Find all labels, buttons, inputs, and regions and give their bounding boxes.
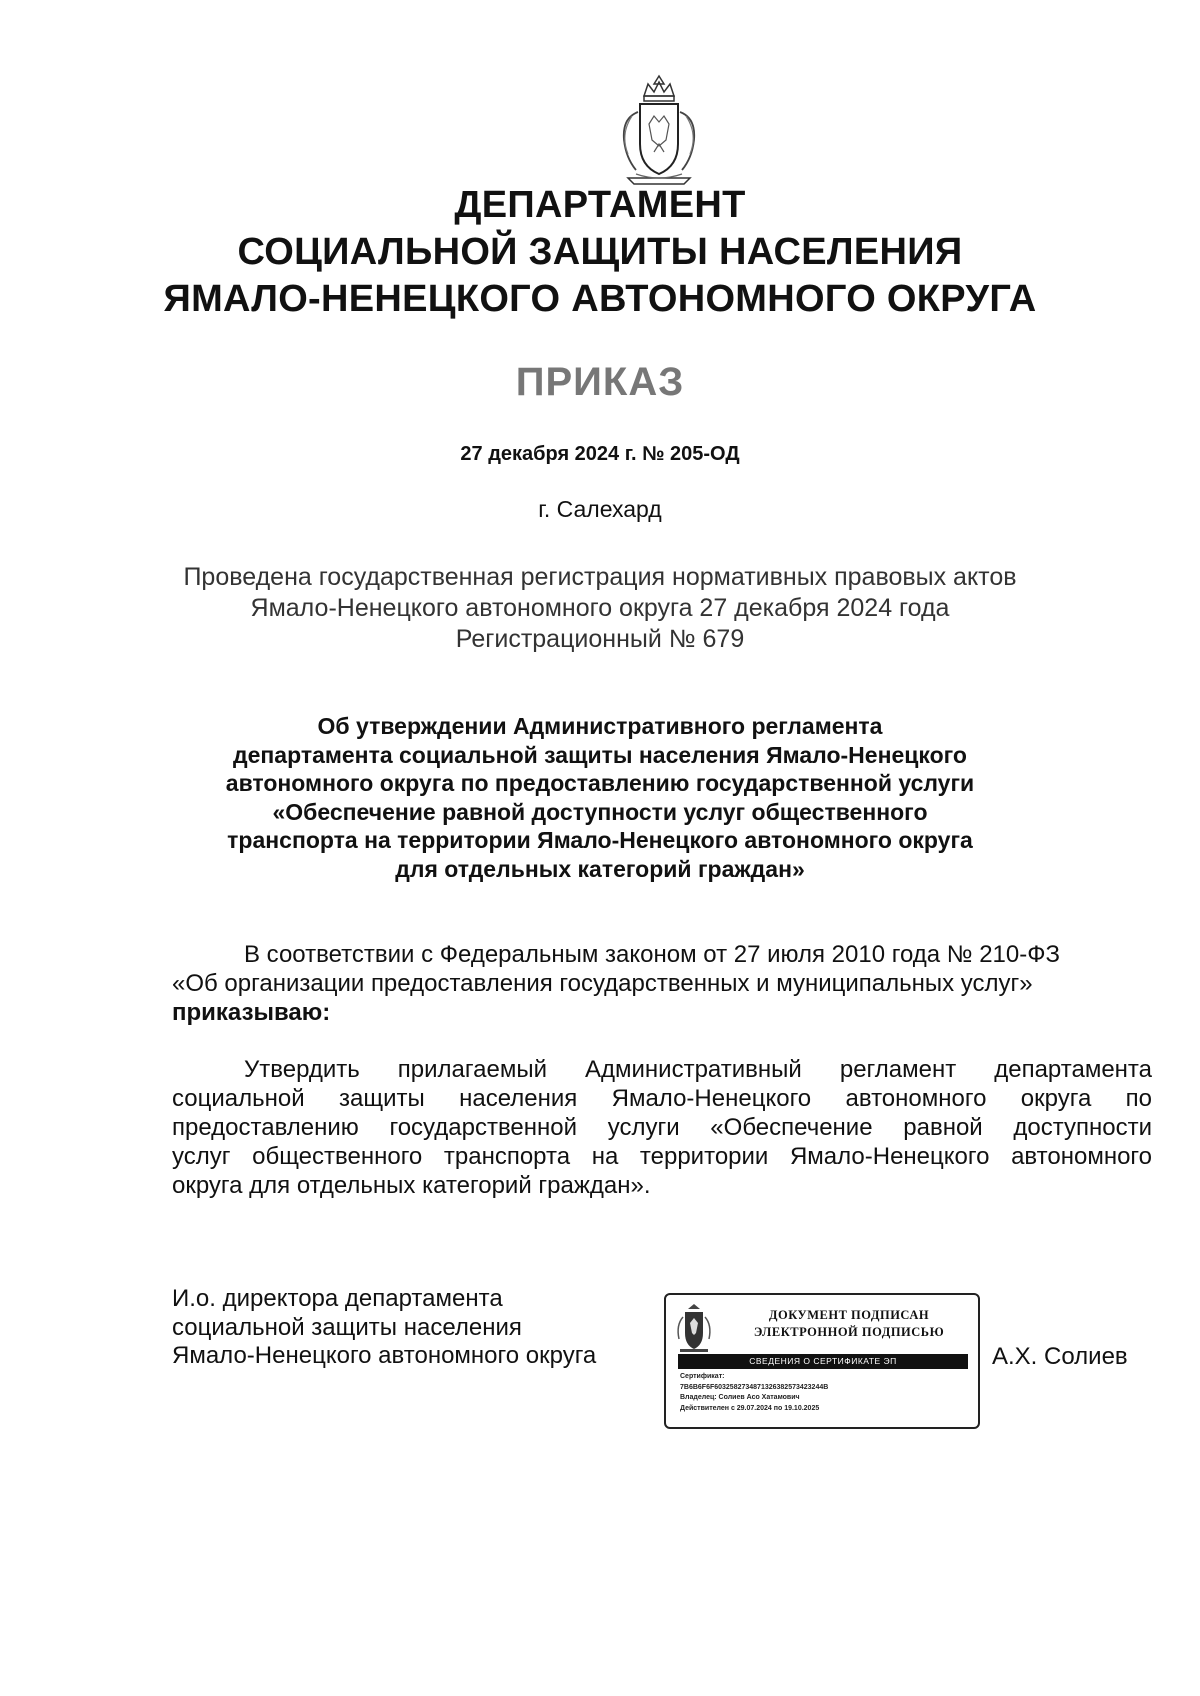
order-date-number: 27 декабря 2024 г. № 205-ОД [460,443,740,465]
stamp-emblem-icon [674,1303,714,1353]
registration-line: Ямало-Ненецкого автономного округа 27 декабря 2024 года [250,594,950,622]
subject-line: департамента социальной защиты населения Ямало-Ненецкого [233,741,967,768]
order-subject [120,712,1080,883]
electronic-signature-stamp [664,1293,980,1429]
certificate-label: Сертификат: [680,1373,725,1380]
department-title-line: ЯМАЛО-НЕНЕЦКОГО АВТОНОМНОГО ОКРУГА [163,278,1037,320]
registration-line: Регистрационный № 679 [455,625,745,653]
signer-name: А.Х. Солиев [992,1343,1128,1370]
preamble-line: В соответствии с Федеральным законом от 27 июля 2010 года № 210-ФЗ [244,941,1060,968]
subject-line: Об утверждении Административного регламента [317,713,883,739]
operative-line: услуг общественного транспорта на территории Ямало-Ненецкого автономного [172,1143,1152,1170]
certificate-info-bar: СВЕДЕНИЯ О СЕРТИФИКАТЕ ЭП [678,1354,968,1369]
order-verb: приказываю: [172,999,331,1026]
stamp-title-line: ДОКУМЕНТ ПОДПИСАН [768,1308,930,1322]
department-title-line: ДЕПАРТАМЕНТ [454,184,746,226]
subject-line: «Обеспечение равной доступности услуг общественного [272,798,928,825]
subject-line: транспорта на территории Ямало-Ненецкого автономного округа [227,827,973,853]
signer-position-line: Ямало-Ненецкого автономного округа [172,1342,597,1369]
certificate-details [680,1372,970,1414]
department-title-line: СОЦИАЛЬНОЙ ЗАЩИТЫ НАСЕЛЕНИЯ [237,231,963,273]
stamp-title [724,1307,974,1341]
operative-line: округа для отдельных категорий граждан». [172,1172,651,1199]
registration-note [120,562,1080,655]
signer-position-line: социальной защиты населения [172,1313,522,1341]
department-title [120,182,1080,323]
subject-line: для отдельных категорий граждан» [395,855,805,882]
subject-line: автономного округа по предоставлению государственной услуги [225,770,975,796]
preamble-paragraph [172,940,1152,1027]
preamble-line: «Об организации предоставления государственных и муниципальных услуг» [172,970,1033,997]
order-city: г. Салехард [538,496,662,522]
coat-of-arms-emblem [614,74,704,186]
operative-line: Утвердить прилагаемый Административный регламент департамента [244,1056,1152,1083]
certificate-owner: Владелец: Солиев Асо Хатамович [680,1394,800,1401]
operative-paragraph [172,1055,1152,1200]
certificate-validity: Действителен с 29.07.2024 по 19.10.2025 [680,1404,820,1412]
stamp-title-line: ЭЛЕКТРОННОЙ ПОДПИСЬЮ [753,1325,945,1339]
registration-line: Проведена государственная регистрация нормативных правовых актов [183,563,1017,591]
signer-position [172,1285,596,1371]
document-type-heading: ПРИКАЗ [515,360,685,404]
operative-line: предоставлению государственной услуги «Обеспечение равной доступности [172,1114,1152,1141]
certificate-number: 7B6B6F6F6032582734871326382573423244B [680,1383,829,1391]
signer-position-line: И.о. директора департамента [172,1285,503,1312]
operative-line: социальной защиты населения Ямало-Ненецкого автономного округа по [172,1085,1152,1112]
